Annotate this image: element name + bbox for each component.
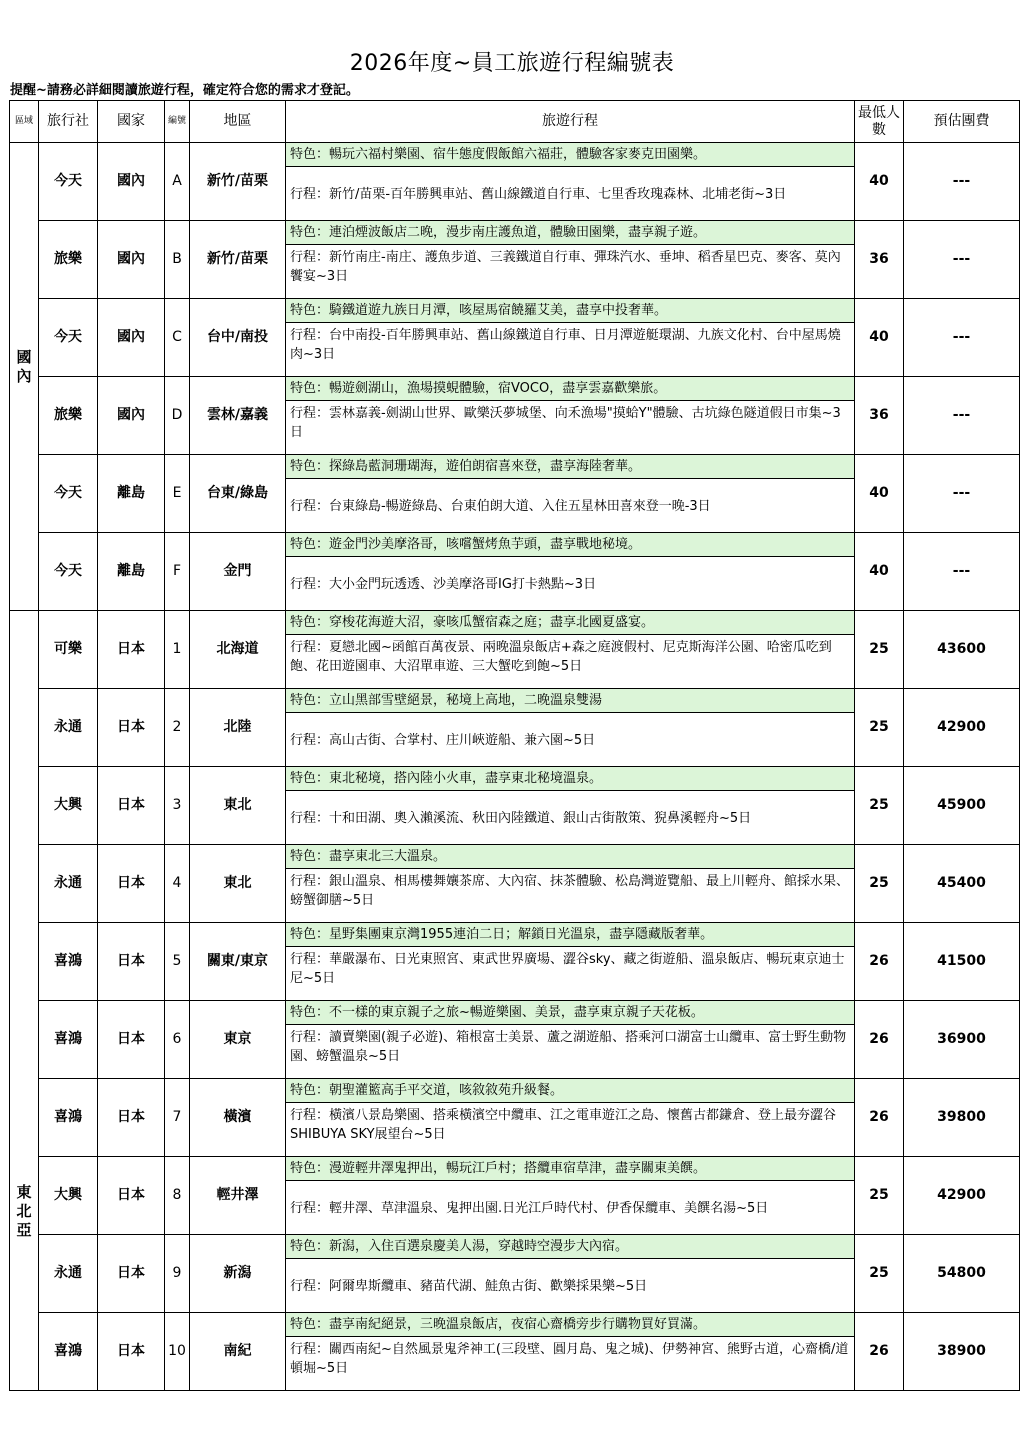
- table-row: [10, 767, 1020, 845]
- area-cell: 金門: [190, 533, 286, 611]
- country-cell: 離島: [98, 533, 165, 611]
- table-row: [10, 845, 1020, 923]
- area-cell: 台東/綠島: [190, 455, 286, 533]
- itinerary-feature: 特色：連泊煙波飯店二晚，漫步南庄護魚道，體驗田園樂，盡享親子遊。: [286, 221, 854, 245]
- min-people-cell: 25: [855, 689, 904, 767]
- itinerary-route: 行程：讀賣樂園(親子必遊)、箱根富士美景、蘆之湖遊船、搭乘河口湖富士山纜車、富士野生動物園、螃蟹溫泉~5日: [290, 1030, 847, 1064]
- code-cell: E: [165, 455, 190, 533]
- table-row: [10, 1001, 1020, 1079]
- area-cell: 東北: [190, 845, 286, 923]
- itinerary-cell: [286, 1157, 855, 1235]
- area-cell: 雲林/嘉義: [190, 377, 286, 455]
- country-cell: 離島: [98, 455, 165, 533]
- min-people-cell: 25: [855, 1157, 904, 1235]
- itinerary-route: 行程：十和田湖、奧入瀨溪流、秋田內陸鐵道、銀山古街散策、猊鼻溪輕舟~5日: [290, 810, 752, 826]
- country-cell: 國內: [98, 377, 165, 455]
- fee-cell: 43600: [904, 611, 1020, 689]
- fee-cell: 42900: [904, 1157, 1020, 1235]
- code-cell: 2: [165, 689, 190, 767]
- area-cell: 新竹/苗栗: [190, 143, 286, 221]
- fee-cell: 54800: [904, 1235, 1020, 1313]
- itinerary-route: 行程：大小金門玩透透、沙美摩洛哥IG打卡熱點~3日: [290, 576, 597, 592]
- itinerary-route: 行程：橫濱八景島樂園、搭乘橫濱空中纜車、江之電車遊江之島、懷舊古都鎌倉、登上最夯澀谷SHIBUYA SKY展望台~5日: [290, 1108, 837, 1142]
- country-cell: 日本: [98, 923, 165, 1001]
- code-cell: 3: [165, 767, 190, 845]
- itinerary-feature: 特色：不一樣的東京親子之旅~暢遊樂園、美景，盡享東京親子天花板。: [286, 1001, 854, 1025]
- country-cell: 日本: [98, 611, 165, 689]
- region-northeast-asia: 東 北 亞: [10, 611, 39, 1391]
- itinerary-cell: [286, 377, 855, 455]
- itinerary-cell: [286, 299, 855, 377]
- itinerary-feature: 特色：立山黑部雪壁絕景，秘境上高地，二晚溫泉雙湯: [286, 689, 854, 713]
- fee-cell: 41500: [904, 923, 1020, 1001]
- itinerary-route: 行程：新竹南庄-南庄、護魚步道、三義鐵道自行車、彈珠汽水、垂坤、稻香星巴克、麥客、莫內饗宴~3日: [290, 250, 841, 284]
- header-country: 國家: [98, 101, 165, 143]
- itinerary-route: 行程：銀山溫泉、相馬樓舞孃茶席、大內宿、抹茶體驗、松島灣遊覽船、最上川輕舟、館採水果、螃蟹御膳~5日: [290, 874, 850, 908]
- table-row: [10, 533, 1020, 611]
- table-row: [10, 611, 1020, 689]
- country-cell: 日本: [98, 1313, 165, 1391]
- code-cell: 5: [165, 923, 190, 1001]
- area-cell: 新竹/苗栗: [190, 221, 286, 299]
- min-people-cell: 40: [855, 143, 904, 221]
- itinerary-feature: 特色：探綠島藍洞珊瑚海，遊伯朗宿喜來登，盡享海陸奢華。: [286, 455, 854, 479]
- itinerary-cell: [286, 611, 855, 689]
- itinerary-feature: 特色：穿梭花海遊大沼，豪咳瓜蟹宿森之庭；盡享北國夏盛宴。: [286, 611, 854, 635]
- header-region: 區域: [10, 101, 39, 143]
- min-people-cell: 40: [855, 455, 904, 533]
- country-cell: 國內: [98, 143, 165, 221]
- fee-cell: 45400: [904, 845, 1020, 923]
- agency-cell: 可樂: [39, 611, 98, 689]
- region-domestic: 國 內: [10, 143, 39, 611]
- itinerary-feature: 特色：星野集團東京灣1955連泊二日；解鎖日光溫泉，盡享隱藏版奢華。: [286, 923, 854, 947]
- table-row: [10, 923, 1020, 1001]
- area-cell: 橫濱: [190, 1079, 286, 1157]
- header-itinerary: 旅遊行程: [286, 101, 855, 143]
- fee-cell: ---: [904, 299, 1020, 377]
- itinerary-feature: 特色：騎鐵道遊九族日月潭，咳屋馬宿饒羅艾美，盡享中投奢華。: [286, 299, 854, 323]
- agency-cell: 今天: [39, 143, 98, 221]
- itinerary-feature: 特色：盡享南紀絕景，三晚溫泉飯店，夜宿心齋橋旁步行購物買好買滿。: [286, 1313, 854, 1337]
- agency-cell: 大興: [39, 1157, 98, 1235]
- country-cell: 日本: [98, 689, 165, 767]
- itinerary-cell: [286, 221, 855, 299]
- agency-cell: 今天: [39, 533, 98, 611]
- agency-cell: 今天: [39, 455, 98, 533]
- itinerary-feature: 特色：東北秘境，搭內陸小火車，盡享東北秘境溫泉。: [286, 767, 854, 791]
- header-fee: 預估團費: [904, 101, 1020, 143]
- itinerary-feature: 特色：盡享東北三大溫泉。: [286, 845, 854, 869]
- header-min-people: 最低人數: [855, 101, 904, 143]
- code-cell: B: [165, 221, 190, 299]
- area-cell: 北海道: [190, 611, 286, 689]
- fee-cell: 36900: [904, 1001, 1020, 1079]
- itinerary-cell: [286, 845, 855, 923]
- country-cell: 日本: [98, 1157, 165, 1235]
- agency-cell: 旅樂: [39, 221, 98, 299]
- fee-cell: ---: [904, 455, 1020, 533]
- code-cell: D: [165, 377, 190, 455]
- itinerary-cell: [286, 689, 855, 767]
- area-cell: 東北: [190, 767, 286, 845]
- fee-cell: ---: [904, 143, 1020, 221]
- table-row: [10, 1079, 1020, 1157]
- agency-cell: 今天: [39, 299, 98, 377]
- itinerary-route: 行程：台中南投-百年勝興車站、舊山線鐵道自行車、日月潭遊艇環湖、九族文化村、台中屋馬燒肉~3日: [290, 328, 841, 362]
- itinerary-cell: [286, 143, 855, 221]
- agency-cell: 旅樂: [39, 377, 98, 455]
- country-cell: 國內: [98, 299, 165, 377]
- min-people-cell: 40: [855, 533, 904, 611]
- itinerary-route: 行程：台東綠島-暢遊綠島、台東伯朗大道、入住五星林田喜來登一晚-3日: [290, 498, 711, 514]
- header-agency: 旅行社: [39, 101, 98, 143]
- min-people-cell: 25: [855, 845, 904, 923]
- code-cell: 4: [165, 845, 190, 923]
- country-cell: 日本: [98, 1235, 165, 1313]
- itinerary-feature: 特色：新潟，入住百選泉慶美人湯，穿越時空漫步大內宿。: [286, 1235, 854, 1259]
- table-row: [10, 221, 1020, 299]
- table-row: [10, 1157, 1020, 1235]
- country-cell: 國內: [98, 221, 165, 299]
- min-people-cell: 26: [855, 923, 904, 1001]
- table-row: [10, 1235, 1020, 1313]
- code-cell: A: [165, 143, 190, 221]
- code-cell: 9: [165, 1235, 190, 1313]
- table-row: [10, 299, 1020, 377]
- code-cell: 8: [165, 1157, 190, 1235]
- header-area: 地區: [190, 101, 286, 143]
- itinerary-table: [9, 100, 1020, 1391]
- code-cell: F: [165, 533, 190, 611]
- fee-cell: ---: [904, 533, 1020, 611]
- table-row: [10, 143, 1020, 221]
- code-cell: 6: [165, 1001, 190, 1079]
- itinerary-route: 行程：新竹/苗栗-百年勝興車站、舊山線鐵道自行車、七里香玫瑰森林、北埔老街~3日: [290, 186, 787, 202]
- header-code: 編號: [165, 101, 190, 143]
- fee-cell: ---: [904, 221, 1020, 299]
- min-people-cell: 26: [855, 1313, 904, 1391]
- fee-cell: ---: [904, 377, 1020, 455]
- itinerary-cell: [286, 533, 855, 611]
- itinerary-feature: 特色：暢玩六福村樂園、宿牛態度假飯館六福莊，體驗客家麥克田園樂。: [286, 143, 854, 167]
- min-people-cell: 36: [855, 221, 904, 299]
- itinerary-route: 行程：阿爾卑斯纜車、豬苗代湖、鮭魚古街、歡樂採果樂~5日: [290, 1278, 648, 1294]
- fee-cell: 42900: [904, 689, 1020, 767]
- country-cell: 日本: [98, 1001, 165, 1079]
- fee-cell: 38900: [904, 1313, 1020, 1391]
- min-people-cell: 26: [855, 1001, 904, 1079]
- itinerary-route: 行程：華嚴瀑布、日光東照宮、東武世界廣場、澀谷sky、藏之街遊船、溫泉飯店、暢玩東京迪士尼~5日: [290, 952, 845, 986]
- itinerary-cell: [286, 767, 855, 845]
- itinerary-cell: [286, 1235, 855, 1313]
- itinerary-feature: 特色：遊金門沙美摩洛哥，咳嚐蟹烤魚芋頭，盡享戰地秘境。: [286, 533, 854, 557]
- agency-cell: 喜鴻: [39, 1079, 98, 1157]
- table-row: [10, 455, 1020, 533]
- fee-cell: 39800: [904, 1079, 1020, 1157]
- country-cell: 日本: [98, 1079, 165, 1157]
- country-cell: 日本: [98, 845, 165, 923]
- code-cell: C: [165, 299, 190, 377]
- min-people-cell: 25: [855, 611, 904, 689]
- area-cell: 台中/南投: [190, 299, 286, 377]
- area-cell: 輕井澤: [190, 1157, 286, 1235]
- table-row: [10, 1313, 1020, 1391]
- agency-cell: 永通: [39, 689, 98, 767]
- area-cell: 新潟: [190, 1235, 286, 1313]
- agency-cell: 喜鴻: [39, 923, 98, 1001]
- page-title: 2026年度~員工旅遊行程編號表: [349, 51, 675, 76]
- area-cell: 南紀: [190, 1313, 286, 1391]
- itinerary-route: 行程：關西南紀~自然風景鬼斧神工(三段壁、圓月島、鬼之城)、伊勢神宮、熊野古道，心齋橋/道頓堀~5日: [290, 1342, 849, 1376]
- itinerary-cell: [286, 923, 855, 1001]
- itinerary-feature: 特色：漫遊輕井澤鬼押出，暢玩江戶村；搭纜車宿草津，盡享關東美饌。: [286, 1157, 854, 1181]
- table-row: [10, 377, 1020, 455]
- code-cell: 1: [165, 611, 190, 689]
- agency-cell: 喜鴻: [39, 1313, 98, 1391]
- area-cell: 北陸: [190, 689, 286, 767]
- min-people-cell: 26: [855, 1079, 904, 1157]
- itinerary-cell: [286, 455, 855, 533]
- itinerary-route: 行程：雲林嘉義-劍湖山世界、歐樂沃夢城堡、向禾漁場"摸蛤Y"體驗、古坑綠色隧道假日市集~3日: [290, 406, 841, 440]
- reminder-note: 提醒~請務必詳細閱讀旅遊行程，確定符合您的需求才登記。: [10, 83, 359, 98]
- itinerary-route: 行程：高山古街、合掌村、庄川峽遊船、兼六園~5日: [290, 732, 596, 748]
- itinerary-route: 行程：輕井澤、草津溫泉、鬼押出園.日光江戶時代村、伊香保纜車、美饌名湯~5日: [290, 1200, 769, 1216]
- area-cell: 關東/東京: [190, 923, 286, 1001]
- min-people-cell: 25: [855, 767, 904, 845]
- code-cell: 7: [165, 1079, 190, 1157]
- itinerary-cell: [286, 1001, 855, 1079]
- itinerary-cell: [286, 1079, 855, 1157]
- min-people-cell: 36: [855, 377, 904, 455]
- itinerary-feature: 特色：朝聖灌籃高手平交道，咳敘敘苑升級餐。: [286, 1079, 854, 1103]
- country-cell: 日本: [98, 767, 165, 845]
- agency-cell: 大興: [39, 767, 98, 845]
- code-cell: 10: [165, 1313, 190, 1391]
- agency-cell: 永通: [39, 1235, 98, 1313]
- table-header-row: [10, 101, 1020, 143]
- agency-cell: 喜鴻: [39, 1001, 98, 1079]
- fee-cell: 45900: [904, 767, 1020, 845]
- itinerary-cell: [286, 1313, 855, 1391]
- area-cell: 東京: [190, 1001, 286, 1079]
- table-row: [10, 689, 1020, 767]
- itinerary-route: 行程：夏戀北國~函館百萬夜景、兩晚溫泉飯店+森之庭渡假村、尼克斯海洋公園、哈密瓜吃到飽、花田遊園車、大沼單車遊、三大蟹吃到飽~5日: [290, 640, 832, 674]
- min-people-cell: 25: [855, 1235, 904, 1313]
- min-people-cell: 40: [855, 299, 904, 377]
- itinerary-feature: 特色：暢遊劍湖山，漁場摸蜆體驗，宿VOCO，盡享雲嘉歡樂旅。: [286, 377, 854, 401]
- agency-cell: 永通: [39, 845, 98, 923]
